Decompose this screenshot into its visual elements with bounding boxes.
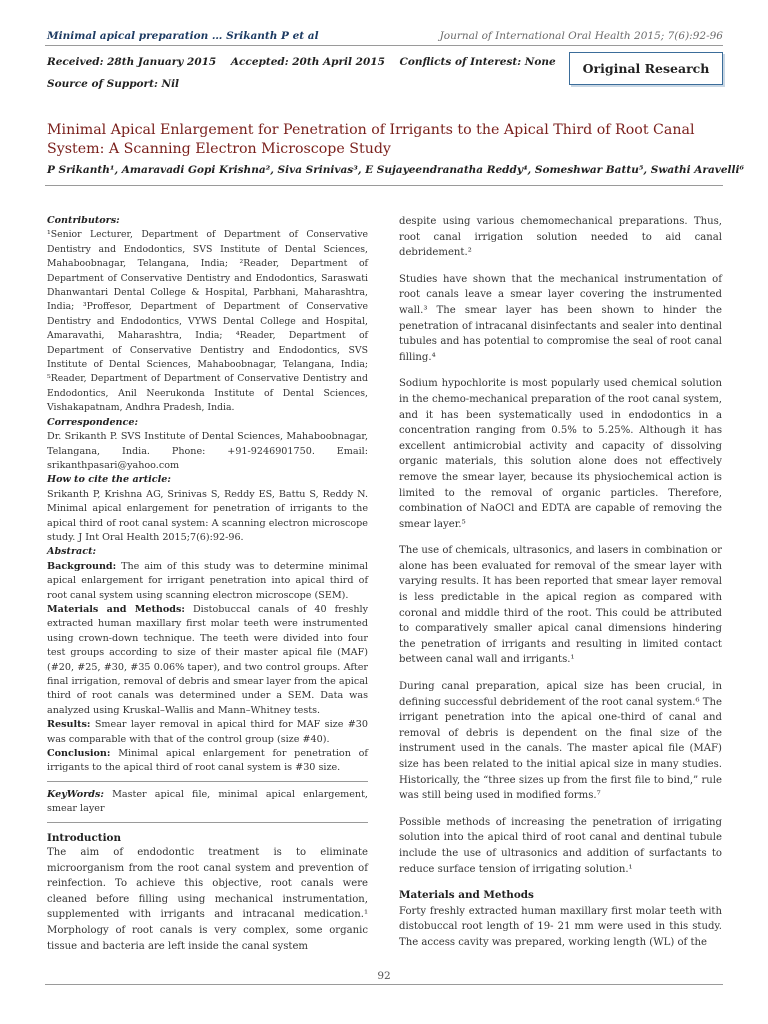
background-label: Background: [47,560,117,572]
keywords-label: KeyWords: [47,788,104,800]
abstract-label: Abstract: [47,546,97,558]
correspondence-text: Dr. Srikanth P. SVS Institute of Dental Sciences, Mahaboobnagar, Telangana, India. Phone: +91-9246901750. Email: srikanthpasari@yahoo.com [47,431,368,471]
right-column [399,214,722,951]
header-divider [45,45,723,46]
contributors-label: Contributors: [47,215,120,226]
correspondence-label: Correspondence: [47,416,139,428]
paragraph: Studies have shown that the mechanical instrumentation of root canals leave a smear layer covering the instrumented wall.³ The smear layer has been shown to hinder the penetration of intracanal disinfectants and sealer into dentinal tubules and has potential to compromise the seal of root canal filling.⁴ [399,273,722,363]
conflicts-of-interest: Conflicts of Interest: None [399,56,556,68]
keywords-divider [47,822,368,823]
article-title: Minimal Apical Enlargement for Penetration of Irrigants to the Apical Third of Root Canal System: A Scanning Electron Microscope Study [47,122,695,157]
running-title: Minimal apical preparation … Srikanth P et al [47,30,319,42]
abstract-background [47,560,368,603]
methods-label: Materials and Methods: [47,603,185,615]
paragraph: During canal preparation, apical size has been crucial, in defining successful debridement of the root canal system.⁶ The irrigant penetration into the apical one-third of canal and removal of debris is dependent on the final size of the instrument used in the canals. The master apical file (MAF) size has been related to the initial apical size in many studies. Historically, the “three sizes up from the first file to bind,” rule was still being used in modified forms.⁷ [399,681,722,802]
abstract-methods [47,603,368,718]
materials-methods-text: Forty freshly extracted human maxillary first molar teeth with distobuccal root length of 19- 21 mm were used in this study. The access cavity was prepared, working length (WL) of the [399,905,722,948]
results-text: Smear layer removal in apical third for MAF size #30 was comparable with that of the control group (size #40). [47,719,368,745]
paragraph: despite using various chemomechanical preparations. Thus, root canal irrigation solution needed to aid canal debridement.² [399,216,722,259]
submission-dates [47,56,567,68]
abstract-results [47,718,368,747]
paragraph: Sodium hypochlorite is most popularly used chemical solution in the chemo-mechanical preparation of the root canal system, and it has been systematically used in endodontics in a concentration ranging from 0.5% to 5.25%. Although it has excellent antimicrobial activity and capacity of dissolving organic materials, this solution alone does not effectively remove the smear layer, because its physiochemical action is limited to the removal of organic particles. Therefore, combination of NaOCl and EDTA are capable of removing the smear layer.⁵ [399,378,722,530]
keywords [47,788,368,817]
abstract-divider [47,781,368,782]
journal-citation: Journal of International Oral Health 2015; 7(6):92-96 [439,30,723,42]
page-number: 92 [377,970,391,982]
accepted-date: Accepted: 20th April 2015 [230,56,385,68]
citation-text: Srikanth P, Krishna AG, Srinivas S, Reddy ES, Battu S, Reddy N. Minimal apical enlargement for penetration of irrigants to the apical third of root canal system: A scanning electron microscope study. J Int Oral Health 2015;7(6):92-96. [47,488,368,543]
paragraph: The use of chemicals, ultrasonics, and lasers in combination or alone has been evaluated for removal of the smear layer with varying results. It has been reported that smear layer removal is less predictable in the apical region as compared with coronal and middle third of the root. This could be attributed to comparatively smaller apical canal dimensions hindering the penetration of irrigants and resulting in limited contact between canal wall and irrigants.¹ [399,545,722,666]
conclusion-label: Conclusion: [47,748,111,760]
introduction-heading: Introduction [47,831,121,844]
left-column [47,214,368,954]
abstract-conclusion [47,747,368,776]
received-date: Received: 28th January 2015 [47,56,217,68]
conclusion-text: Minimal apical enlargement for penetration of irrigants to the apical third of root canal system is #30 size. [47,748,368,774]
author-list: P Srikanth¹, Amaravadi Gopi Krishna², Siva Srinivas³, E Sujayeendranatha Reddy⁴, Someshwar Battu⁵, Swathi Aravelli⁶ [47,164,745,176]
materials-methods-heading: Materials and Methods [399,889,534,902]
background-text: The aim of this study was to determine minimal apical enlargement for irrigant penetration into apical third of root canal system using scanning electron microscope (SEM). [47,560,368,601]
source-of-support: Source of Support: Nil [47,78,180,90]
title-divider [45,185,723,186]
results-label: Results: [47,719,91,731]
footer-divider [45,984,723,985]
article-type-badge: Original Research [569,52,723,85]
keywords-text: Master apical file, minimal apical enlargement, smear layer [47,788,368,815]
methods-text: Distobuccal canals of 40 freshly extracted human maxillary first molar teeth were instrumented using crown-down technique. The teeth were divided into four test groups according to size of their master apical file (MAF) (#20, #25, #30, #35 0.06% taper), and two control groups. After final irrigation, removal of debris and smear layer from the apical third of root canals was determined under a SEM. Data was analyzed using Kruskal–Wallis and Mann–Whitney tests. [47,603,368,716]
citation-label: How to cite the article: [47,474,171,486]
contributors-text: ¹Senior Lecturer, Department of Department of Conservative Dentistry and Endodontics, SVS Institute of Dental Sciences, Mahaboobnagar, Telangana, India; ²Reader, Department of Department of Conservative Dentistry and Endodontics, Saraswati Dhanwantari Dental College & Hospital, Parbhani, Maharashtra, India; ³Proffesor, Department of Department of Conservative Dentistry and Endodontics, VYWS Dental College and Hospital, Amaravathi, Maharashtra, India; ⁴Reader, Department of Department of Conservative Dentistry and Endodontics, SVS Institute of Dental Sciences, Mahaboobnagar, Telangana, India; ⁵Reader, Department of Department of Conservative Dentistry and Endodontics, Anil Neerukonda Institute of Dental Sciences, Vishakapatnam, Andhra Pradesh, India. [47,229,368,414]
paragraph: Possible methods of increasing the penetration of irrigating solution into the apical third of root canal and dentinal tubule include the use of ultrasonics and addition of surfactants to reduce surface tension of irrigating solution.¹ [399,816,722,875]
introduction-text: The aim of endodontic treatment is to eliminate microorganism from the root canal system and prevention of reinfection. To achieve this objective, root canals were cleaned before filling using mechanical instrumentation, supplemented with irrigants and intracanal medication.¹ Morphology of root canals is very complex, some organic tissue and bacteria are left inside the canal system [47,847,368,952]
